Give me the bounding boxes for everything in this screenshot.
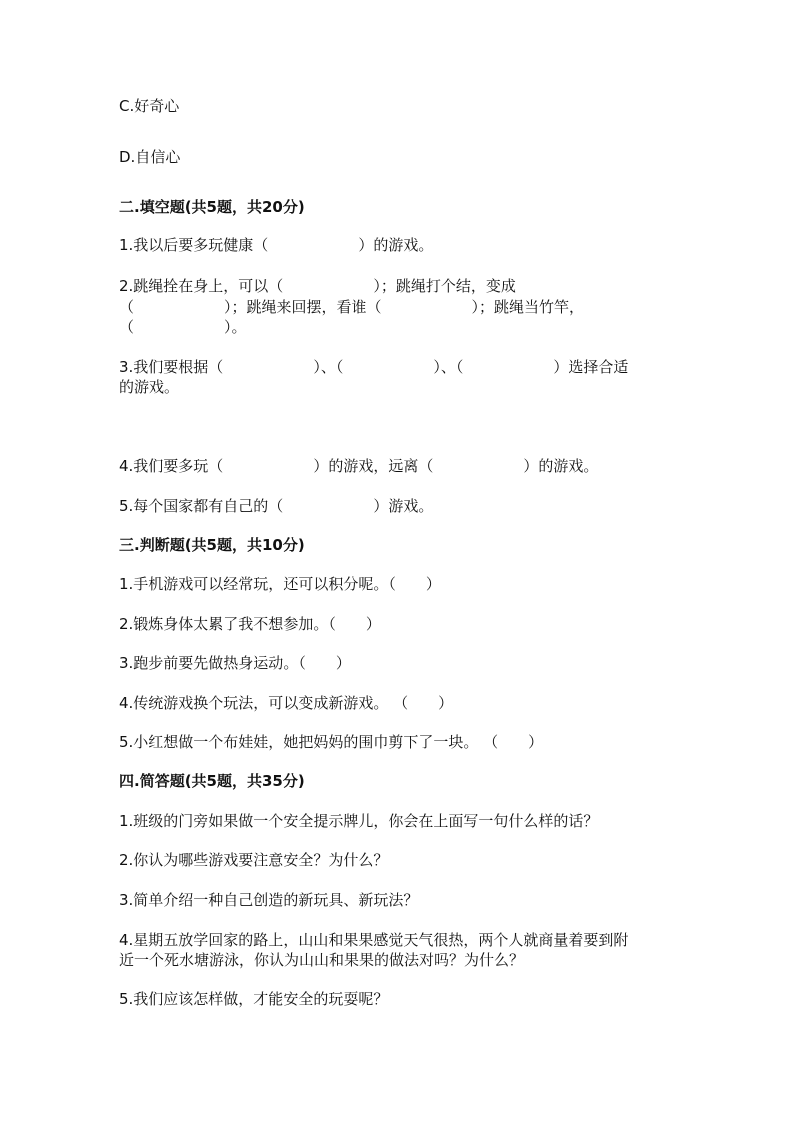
judge-question-5: 5.小红想做一个布娃娃，她把妈妈的围巾剪下了一块。 （ ） — [119, 733, 544, 751]
answer-question-2: 2.你认为哪些游戏要注意安全？为什么？ — [119, 851, 389, 869]
answer-question-3: 3.简单介绍一种自己创造的新玩具、新玩法？ — [119, 891, 419, 909]
answer-question-1: 1.班级的门旁如果做一个安全提示牌儿，你会在上面写一句什么样的话？ — [119, 812, 599, 830]
section-heading-true-false: 三.判断题(共5题，共10分) — [119, 536, 305, 554]
option-d: D.自信心 — [119, 148, 181, 166]
fill-question-4: 4.我们要多玩（ ）的游戏，远离（ ）的游戏。 — [119, 457, 599, 475]
judge-question-4: 4.传统游戏换个玩法，可以变成新游戏。 （ ） — [119, 694, 454, 712]
option-c: C.好奇心 — [119, 97, 180, 115]
section-heading-fill-blank: 二.填空题(共5题，共20分) — [119, 198, 305, 216]
fill-question-2-line-2: （ ）；跳绳来回摆，看谁（ ）；跳绳当竹竿， — [119, 298, 585, 316]
fill-question-3-line-2: 的游戏。 — [119, 378, 180, 396]
fill-question-3-line-1: 3.我们要根据（ ）、（ ）、（ ）选择合适 — [119, 358, 629, 376]
judge-question-1: 1.手机游戏可以经常玩，还可以积分呢。（ ） — [119, 575, 441, 593]
judge-question-3: 3.跑步前要先做热身运动。（ ） — [119, 654, 351, 672]
fill-question-1: 1.我以后要多玩健康（ ）的游戏。 — [119, 236, 434, 254]
fill-question-5: 5.每个国家都有自己的（ ）游戏。 — [119, 497, 434, 515]
fill-question-2-line-1: 2.跳绳拴在身上，可以（ ）；跳绳打个结，变成 — [119, 277, 516, 295]
answer-question-4-line-2: 近一个死水塘游泳，你认为山山和果果的做法对吗？为什么？ — [119, 951, 525, 969]
fill-question-2-line-3: （ ）。 — [119, 318, 247, 336]
answer-question-5: 5.我们应该怎样做，才能安全的玩耍呢？ — [119, 990, 389, 1008]
judge-question-2: 2.锻炼身体太累了我不想参加。（ ） — [119, 615, 381, 633]
section-heading-short-answer: 四.简答题(共5题，共35分) — [119, 772, 305, 790]
answer-question-4-line-1: 4.星期五放学回家的路上，山山和果果感觉天气很热，两个人就商量着要到附 — [119, 931, 629, 949]
